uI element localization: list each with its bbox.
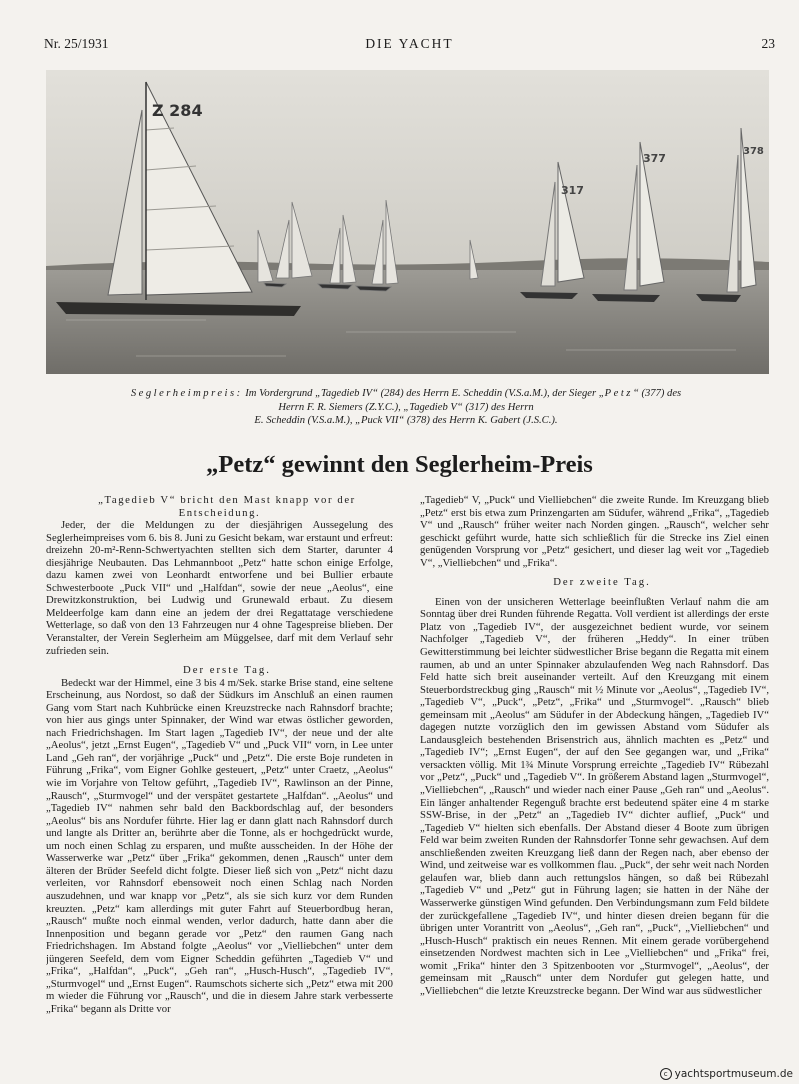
day-two-paragraph: Einen von der unsicheren Wetterlage beeinflußten Verlauf nahm die am Sonntag über drei Runden führende Regatta. Voll verdient ist allerdings der erste Platz von „Tagedieb IV“, der ausgezeichnet bedient wurde, vor seinem Nachfolger „Tagedieb V“, der früheren „Heddy“. In einer trüben Gewitterstimmung bei leichter südwestlicher Brise begann die Regatta mit einem raumen, ab und an unter Spinnaker abzulaufenden Weg nach Rahnsdorf. Das Feld hatte sich breit auseinander verteilt. Auf den Kreuzgang mit einem Steuerbordstreckbug ging „Rausch“ mit ½ Minute vor „Aeolus“, „Tagedieb IV“, „Tagedieb V“, „Puck“, „Petz“, „Frika“ und „Sturmvogel“. „Rausch“ blieb gemeinsam mit „Aeolus“ am Südufer in der Abdeckung hängen, „Tagedieb IV“ dagegen nutzte vorzüglich den im gewissen Abstand vom Südufer als Landausgleich bestehenden Brisenstrich aus, ähnlich machten es „Petz“ und „Tagedieb IV“; „Ernst Eugen“, der auf den See gegangen war, und „Frika“ versackten völlig. Mit 1¾ Minute Vorsprung erreichte „Tagedieb IV“ Rübezahl vor „Petz“, „Puck“ und „Tagedieb V“. In größerem Abstand lagen „Sturmvogel“, „Vielliebchen“, „Rausch“ und wieder nach einer Pause „Geh ran“ und „Aeolus“. Ein länger anhaltender Regenguß brachte erst bedeutend später eine 4 m starke SSW-Brise, in der „Petz“ an „Tagedieb IV“ dichter auflief, „Puck“ und „Tagedieb V“ hielten sich ebenfalls. Der Abstand dieser 4 Boote zum übrigen Feld war beim zweiten Runden der Rahnsdorfer Tonne sehr gewachsen. Auf dem anschließenden zweiten Kreuzgang ließ dann der Regen nach, aber ebenso der Wind, und zeitweise war es vollkommen flau. „Puck“, der sehr weit nach Norden gelaufen war, blieb dann auch rettungslos hängen, so daß bei Rübezahl „Tagedieb V“ und „Petz“ gut in Führung lagen; sie hatten in der Nähe der Wasserwerke günstigen Wind gefunden. Den Verbindungsmann zum Feld bildete der zurückgefallene „Tagedieb IV“, und hinter diesen dreien begann für die übrigen unter Vorantritt von „Aeolus“, „Geh ran“, „Puck“, „Vielliebchen“ und „Husch-Husch“ praktisch ein neues Rennen. Mit einem gerade vorübergehend einsetzenden Nordwest machten sich in Lee „Vielliebchen“ und „Frika“ frei, womit „Frika“ hinter den 3 Spitzenbooten vor „Sturmvogel“, „Aeolus“, der gemeinsam mit „Rausch“ unter dem Nordufer gut gelegen hatte, und „Vielliebchen“ die letzte Kreuzstrecke begann. Der Wind war aus südwestlicher [420,595,769,997]
section-heading-day-two: Der zweite Tag. [553,576,651,589]
museum-watermark [660,1068,793,1080]
sail-number-378: 378 [743,146,764,157]
magazine-title: DIE YACHT [365,36,454,51]
day-one-continued-paragraph: „Tagedieb“ V, „Puck“ und Vielliebchen“ die zweite Runde. Im Kreuzgang blieb „Petz“ erst bis etwa zum Prinzengarten am Südufer, während „Frika“, „Tagedieb V“ und „Rausch“ früher weiter nach Norden gingen. „Rausch“, welcher sehr geschickt geführt wurde, hatte sich schließlich für die Strecke ins Ziel einen genügenden Vorsprung vor „Petz“ gesichert, und dieser lag weit vor „Tagedieb V“, „Vielliebchen“ und „Frika“. [420,494,769,569]
sail-number-284: Z 284 [152,101,203,120]
article-subtitle: „Tagedieb V“ bricht den Mast knapp vor der Entscheidung. [98,494,356,519]
issue-number: Nr. 25/1931 [44,36,109,51]
photo-caption: Seglerheimpreis: Im Vordergrund „Tagedieb IV“ (284) des Herrn E. Scheddin (V.S.a.M.), der Sieger „Petz“ (377) des Herrn F. R. Siemers (Z.Y.C.), „Tagedieb V“ (317) des Herrn E. Scheddin (V.S.a.M.), „Puck VII“ (378) des Herrn K. Gabert (J.S.C.). [130,388,682,426]
page-number: 23 [761,36,775,51]
sail-number-377: 377 [643,152,666,165]
day-one-paragraph: Bedeckt war der Himmel, eine 3 bis 4 m/Sek. starke Brise stand, eine seltene Erscheinung, aus Nordost, so daß der Südkurs im Anschluß an einen raumen Gang vom Start nach Kuhbrücke einen Kreuzstrecke nach Rahnsdorf brachte; von hier aus gings unter Spinnaker, der Wind war etwas östlicher geworden, nach Friedrichshagen. Im Start lagen „Tagedieb IV“, der neue und der alte „Aeolus“, jetzt „Ernst Eugen“, „Tagedieb V“ und „Puck VII“ vorn, in Lee unter Land „Geh ran“, der vorjährige „Puck“ und „Petz“. Die erste Boje rundeten in Führung „Frika“, vom Eigner Gohlke gesteuert, „Petz“ unter Craetz, „Aeolus“ wie im Vorjahre von Teltow geführt, „Tagedieb IV“, Rawlinson an der Pinne, „Rausch“, „Sturmvogel“ und der verspätet gestartete „Halfdan“. „Aeolus“ und „Tagedieb IV“ nahmen sehr bald den Backbordschlag auf, der besonders „Aeolus“ bis ans Nordufer führte. Hier lag er dann glatt nach Rahnsdorf durch und langte als Dritter an, berührte aber die Tonne, als er hochgedrückt wurde, um noch einen Schlag zu ersparen, und mußte ausscheiden. In der Höhe der Wasserwerke war „Petz“ über „Frika“ gekommen, denen „Rausch“ unter dem älteren der Brüder Seefeld dicht folgte. Dieser ließ sich von „Petz“ nicht dazu verleiten, vor Rahnsdorf ebensoweit noch einen Schlag nach Norden auszudehnen, und war knapp vor „Petz“, als sie sich kurz vor dem Runden kreuzten. „Petz“ kam allerdings mit guter Fahrt auf Steuerbordbug heran, „Rausch“ mußte noch einmal wenden, verlor dadurch, hatte dann aber die Innenposition und begann gerade vor „Petz“ den raumen Gang nach Friedrichshagen. Im Abstand folgte „Aeolus“ vor „Vielliebchen“ unter dem jüngeren Seefeld, dem vom Eigner Scheddin geführten „Tagedieb V“ und „Frika“, „Halfdan“, „Puck“, „Geh ran“, „Husch-Husch“, „Tagedieb IV“, „Sturmvogel“ und „Ernst Eugen“. Raumschots sicherte sich „Petz“ etwa mit 200 m wieder die Führung vor „Rausch“, und die in diesem Jahre stark verbesserte „Frika“ begann als Dritte vor [46,676,393,1015]
regatta-photo [46,70,769,374]
sail-number-317: 317 [561,184,584,197]
section-heading-day-one: Der erste Tag. [183,664,271,677]
article-column-left [46,494,393,1074]
copyright-icon: c [660,1068,672,1080]
watermark-text: yachtsportmuseum.de [674,1068,793,1080]
article-title: „Petz“ gewinnt den Seglerheim-Preis [206,451,593,478]
intro-paragraph: Jeder, der die Meldungen zu der diesjährigen Aussegelung des Seglerheimpreises vom 6. bis 8. Juni zu Gesicht bekam, war erstaunt und erfreut: dreizehn 20-m²-Renn-Schwertyachten stellten sich dem Starter, darunter 4 diesjährige Neubauten. Das Lehmannboot „Petz“ hatte schon einige Erfolge, dazu kamen zwei von Leonhardt entworfene und bei Bullier erbaute Schwesterboote „Puck VII“ und „Halfdan“, sowie der neue „Aeolus“, eine Drewitzkonstruktion, bei Ludwig und Grunewald erbaut. Zu diesem Meldeerfolge kam dann eine an jedem der drei Regattatage verschiedene Wetterlage, so daß von den 13 Fahrzeugen nur 4 ohne Tagespreise blieben. Der Veranstalter, der Verein Seglerheim am Müggelsee, darf mit dem Verlauf sehr zufrieden sein. [46,519,393,657]
page-header [44,36,775,52]
article-column-right [420,494,769,1074]
